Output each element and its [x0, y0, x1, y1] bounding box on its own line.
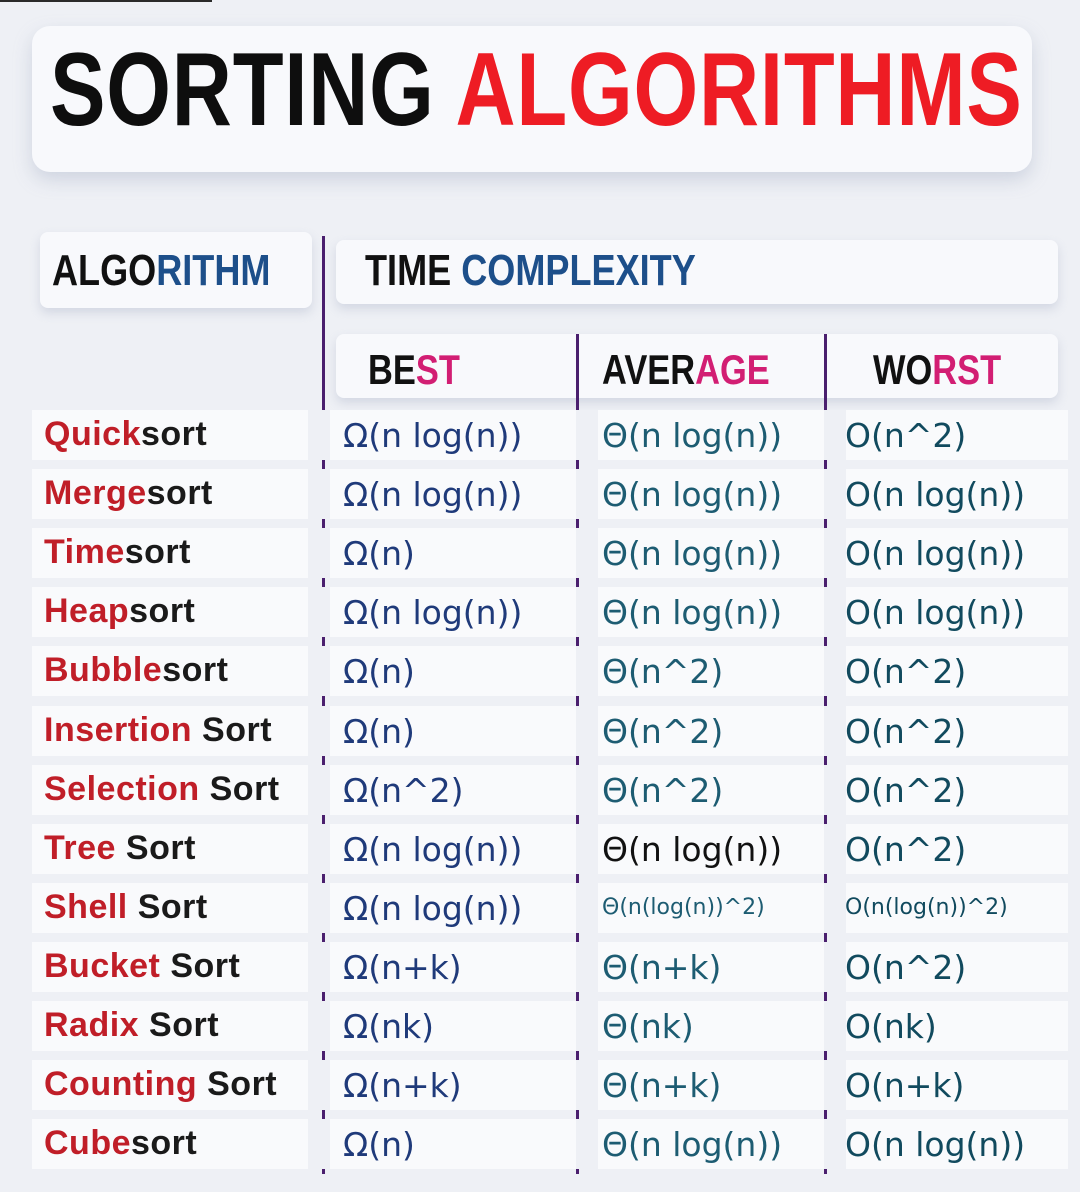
best-complexity: Ω(n+k)	[343, 948, 462, 987]
worst-complexity: O(n+k)	[845, 1066, 965, 1105]
top-edge-line	[0, 0, 212, 2]
average-complexity: Θ(n+k)	[602, 1066, 722, 1105]
title-part-2: ALGORITHMS	[455, 32, 1023, 148]
row-gap	[308, 883, 330, 933]
algorithm-name	[44, 414, 207, 454]
best-complexity: Ω(n)	[343, 534, 415, 573]
row-gap	[824, 1001, 846, 1051]
worst-header-part-2: RST	[932, 346, 1002, 393]
row-gap	[308, 706, 330, 756]
algorithm-name	[44, 532, 191, 572]
average-header-part-1: AVER	[602, 346, 696, 393]
time-header-part-2: COMPLEXITY	[461, 246, 696, 295]
average-complexity: Θ(n^2)	[602, 771, 724, 810]
algorithm-name-prefix: Bucket	[44, 947, 161, 985]
algorithm-name-prefix: Bubble	[44, 651, 163, 689]
time-header-part-1: TIME	[365, 246, 452, 295]
row-gap	[576, 587, 598, 637]
best-complexity: Ω(n^2)	[343, 771, 464, 810]
best-complexity: Ω(n)	[343, 1125, 415, 1164]
algorithm-name-prefix: Merge	[44, 474, 147, 512]
average-header-part-2: AGE	[695, 346, 770, 393]
worst-complexity: O(n log(n))	[845, 475, 1026, 514]
average-complexity: Θ(n log(n))	[602, 593, 783, 632]
algorithm-name	[44, 946, 240, 986]
row-gap	[824, 1119, 846, 1169]
algorithm-name-prefix: Shell	[44, 888, 128, 926]
best-complexity: Ω(n log(n))	[343, 889, 523, 928]
page-title	[50, 30, 1023, 150]
row-gap	[824, 1060, 846, 1110]
worst-complexity: O(nk)	[845, 1007, 937, 1046]
algorithm-name-suffix: Sort	[197, 1065, 278, 1103]
average-complexity: Θ(n log(n))	[602, 416, 783, 455]
best-complexity: Ω(n)	[343, 652, 415, 691]
best-complexity: Ω(nk)	[343, 1007, 434, 1046]
row-gap	[576, 1001, 598, 1051]
row-gap	[308, 1001, 330, 1051]
algorithm-name	[44, 650, 228, 690]
row-gap	[576, 883, 598, 933]
row-gap	[308, 942, 330, 992]
algorithm-name	[44, 887, 208, 927]
algorithm-name-suffix: Sort	[192, 711, 273, 749]
row-gap	[576, 824, 598, 874]
algorithm-name-suffix: Sort	[160, 947, 241, 985]
worst-complexity: O(n^2)	[845, 948, 967, 987]
row-gap	[824, 824, 846, 874]
worst-complexity: O(n^2)	[845, 652, 967, 691]
row-gap	[824, 646, 846, 696]
algorithm-name-suffix: Sort	[127, 888, 208, 926]
algorithm-name-prefix: Time	[44, 533, 125, 571]
algorithm-name	[44, 591, 195, 631]
row-gap	[824, 528, 846, 578]
algorithm-name-prefix: Counting	[44, 1065, 198, 1103]
worst-complexity: O(n log(n))	[845, 1125, 1026, 1164]
row-gap	[824, 883, 846, 933]
best-complexity: Ω(n)	[343, 712, 415, 751]
algorithm-name-suffix: sort	[162, 651, 229, 689]
time-complexity-header	[365, 246, 696, 296]
row-gap	[576, 1119, 598, 1169]
best-column-header	[368, 346, 460, 394]
worst-complexity: O(n log(n))	[845, 593, 1026, 632]
algorithm-name-suffix: Sort	[115, 829, 196, 867]
best-complexity: Ω(n log(n))	[343, 830, 523, 869]
row-gap	[308, 469, 330, 519]
algorithm-name	[44, 473, 213, 513]
row-gap	[824, 765, 846, 815]
algorithm-name-prefix: Cube	[44, 1124, 131, 1162]
row-gap	[308, 765, 330, 815]
algorithm-name	[44, 769, 280, 809]
row-gap	[824, 410, 846, 460]
average-complexity: Θ(n^2)	[602, 652, 724, 691]
worst-header-part-1: WO	[873, 346, 933, 393]
algorithm-name-prefix: Selection	[44, 770, 200, 808]
algorithm-name-prefix: Heap	[44, 592, 130, 630]
algorithm-name-prefix: Quick	[44, 415, 141, 453]
average-complexity: Θ(n+k)	[602, 948, 722, 987]
algorithm-name-suffix: Sort	[139, 1006, 220, 1044]
best-header-part-1: BE	[368, 346, 416, 393]
average-complexity: Θ(n log(n))	[602, 534, 783, 573]
algorithm-name-suffix: sort	[131, 1124, 198, 1162]
average-complexity: Θ(n^2)	[602, 712, 724, 751]
best-complexity: Ω(n+k)	[343, 1066, 462, 1105]
algorithm-name	[44, 1123, 197, 1163]
row-gap	[824, 942, 846, 992]
row-gap	[576, 410, 598, 460]
row-gap	[576, 469, 598, 519]
row-gap	[576, 1060, 598, 1110]
algorithm-name-suffix: sort	[129, 592, 196, 630]
worst-complexity: O(n^2)	[845, 830, 967, 869]
row-gap	[824, 587, 846, 637]
row-gap	[308, 646, 330, 696]
worst-complexity: O(n^2)	[845, 416, 967, 455]
best-header-part-2: ST	[415, 346, 460, 393]
average-column-header	[602, 346, 770, 394]
row-gap	[308, 1119, 330, 1169]
title-part-1: SORTING	[50, 32, 435, 148]
algorithm-name-suffix: Sort	[199, 770, 280, 808]
worst-complexity: O(n(log(n))^2)	[845, 895, 1008, 920]
average-complexity: Θ(nk)	[602, 1007, 694, 1046]
algorithm-name-suffix: sort	[140, 415, 208, 453]
row-gap	[576, 765, 598, 815]
average-complexity: Θ(n log(n))	[602, 1125, 783, 1164]
row-gap	[308, 587, 330, 637]
row-gap	[576, 942, 598, 992]
best-complexity: Ω(n log(n))	[343, 416, 523, 455]
average-complexity: Θ(n log(n))	[602, 475, 783, 514]
row-gap	[576, 646, 598, 696]
algorithm-name	[44, 710, 272, 750]
algorithm-name-prefix: Radix	[44, 1006, 140, 1044]
row-gap	[824, 706, 846, 756]
algorithm-name	[44, 1064, 277, 1104]
algorithm-name	[44, 828, 196, 868]
row-gap	[576, 528, 598, 578]
average-complexity: Θ(n(log(n))^2)	[602, 895, 765, 920]
row-gap	[308, 824, 330, 874]
algorithm-name-prefix: Insertion	[44, 711, 193, 749]
row-gap	[576, 706, 598, 756]
worst-complexity: O(n^2)	[845, 771, 967, 810]
row-gap	[308, 1060, 330, 1110]
worst-complexity: O(n log(n))	[845, 534, 1026, 573]
best-complexity: Ω(n log(n))	[343, 593, 523, 632]
row-gap	[824, 469, 846, 519]
algorithm-name-suffix: sort	[146, 474, 213, 512]
algorithm-column-header	[52, 246, 270, 296]
row-gap	[308, 528, 330, 578]
algorithm-name-prefix: Tree	[44, 829, 116, 867]
algorithm-name-suffix: sort	[124, 533, 191, 571]
best-complexity: Ω(n log(n))	[343, 475, 523, 514]
worst-column-header	[873, 346, 1001, 394]
worst-complexity: O(n^2)	[845, 712, 967, 751]
algorithm-header-part-2: RITHM	[156, 246, 271, 295]
average-complexity: Θ(n log(n))	[602, 830, 783, 869]
row-gap	[308, 410, 330, 460]
algorithm-header-part-1: ALGO	[52, 246, 157, 295]
algorithm-name	[44, 1005, 219, 1045]
